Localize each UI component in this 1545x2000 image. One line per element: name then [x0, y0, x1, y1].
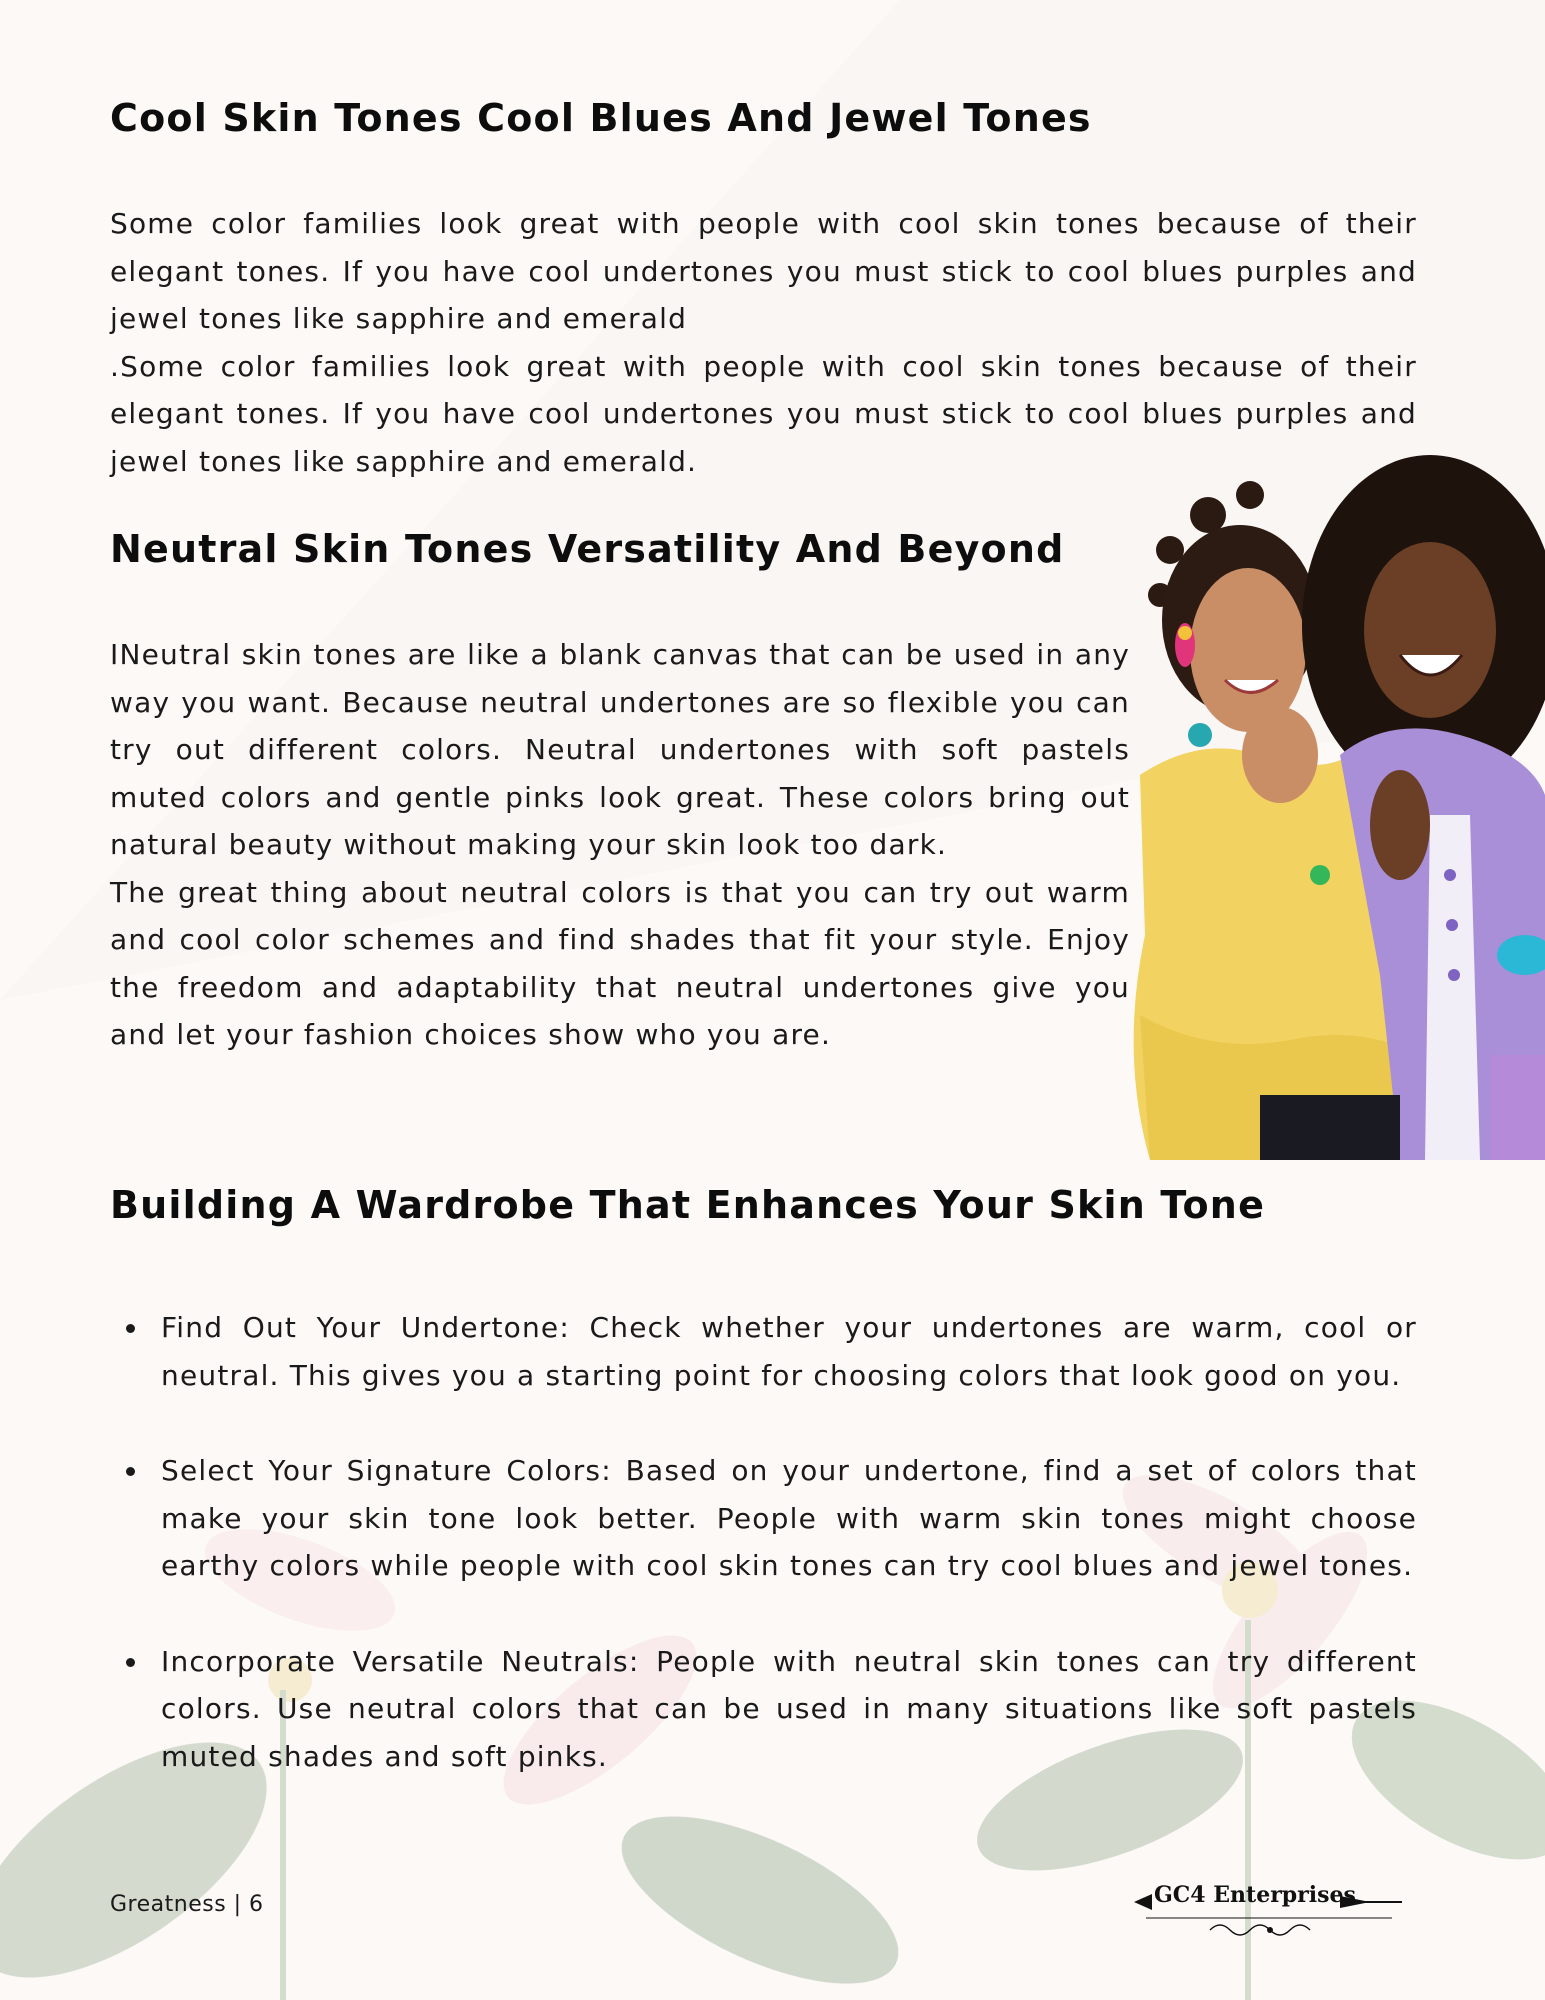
section-heading-cool-skin-tones: Cool Skin Tones Cool Blues And Jewel Tones [110, 96, 1092, 140]
paragraph: .Some color families look great with people with cool skin tones because of their elegant tones. If you have cool undertones you must stick to cool blues purples and jewel tones like sapphire and emerald. [110, 349, 1417, 478]
bullet-icon [126, 1324, 135, 1333]
bullet-icon [126, 1467, 135, 1476]
list-item [110, 1304, 1417, 1399]
paragraph: The great thing about neutral colors is that you can try out warm and cool color schemes and find shades that fit your style. Enjoy the freedom and adaptability that neutral undertones give you and let your fashion choices show who you are. [110, 875, 1130, 1051]
section-heading-building-wardrobe: Building A Wardrobe That Enhances Your Skin Tone [110, 1183, 1266, 1227]
list-item-text: Incorporate Versatile Neutrals: People with neutral skin tones can try different colors. Use neutral colors that can be used in many situations like soft pastels muted shades and soft pinks. [161, 1644, 1417, 1773]
section-heading-neutral-skin-tones: Neutral Skin Tones Versatility And Beyond [110, 527, 1065, 571]
gc4-enterprises-logo [1130, 1880, 1410, 1950]
two-women-laughing-photo [1130, 455, 1545, 1160]
paragraph: Some color families look great with people with cool skin tones because of their elegant tones. If you have cool undertones you must stick to cool blues purples and jewel tones like sapphire and emerald [110, 207, 1417, 335]
list-item-text: Select Your Signature Colors: Based on your undertone, find a set of colors that make your skin tone look better. People with warm skin tones might choose earthy colors while people with cool skin tones can try cool blues and jewel tones. [161, 1454, 1417, 1582]
logo-text: GC4 Enterprises [1154, 1882, 1356, 1908]
list-item-text: Find Out Your Undertone: Check whether your undertones are warm, cool or neutral. This gives you a starting point for choosing colors that look good on you. [161, 1311, 1417, 1392]
list-item [110, 1638, 1417, 1781]
list-item [110, 1447, 1417, 1590]
page-number-label: Greatness | 6 [110, 1892, 264, 1917]
neutral-skin-tones-text [110, 631, 1130, 1059]
bullet-icon [126, 1658, 135, 1667]
wardrobe-tips-list [110, 1304, 1417, 1828]
paragraph: INeutral skin tones are like a blank canvas that can be used in any way you want. Because neutral undertones are so flexible you can try out different colors. Neutral undertones with soft pastels muted colors and gentle pinks look great. These colors bring out natural beauty without making your skin look too dark. [110, 638, 1130, 861]
cool-skin-tones-text [110, 200, 1417, 485]
